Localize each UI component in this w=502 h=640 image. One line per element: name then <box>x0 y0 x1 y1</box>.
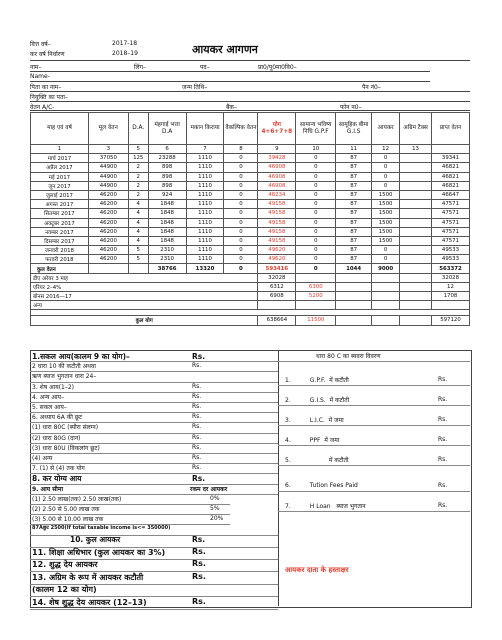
section-80c-heading: धारा 80 C का ब्यवरा विवरण <box>316 353 381 360</box>
col-tax: आयकर <box>372 113 400 145</box>
bottom-label: 14. शेष शुद्ध देय आयकर (12–13) <box>32 597 147 607</box>
section-80c-rs: Rs. <box>438 456 448 463</box>
section-80c-rs: Rs. <box>438 416 448 423</box>
left-label: 7. (1) से (4) तक योग <box>32 465 85 473</box>
left-label: 1.सकल आय(कालम 9 का योग)– <box>32 352 130 361</box>
section-80c-rs: Rs. <box>438 436 448 443</box>
bottom-label: 11. शिक्षा अधिभार (कुल आयकर का 3%) <box>32 548 166 557</box>
left-label: (2) धारा 80G (दान) <box>32 434 81 442</box>
slab-row-label: (2) 2.50 से 5.00 लाख तक <box>32 506 100 513</box>
section-80c-rs: Rs. <box>438 396 448 403</box>
table-header-row <box>31 113 470 145</box>
gender-label: लिंग– <box>134 64 147 71</box>
name-hi-label: नाम– <box>30 64 42 71</box>
left-rs: Rs. <box>192 392 202 400</box>
section-80c-item: 5. में कटौती <box>285 457 349 464</box>
left-rs: Rs. <box>192 382 202 390</box>
left-label: (3) धारा 80U (विकलांग छूट) <box>32 444 100 452</box>
bottom-rs: Rs. <box>192 547 206 556</box>
salary-table <box>30 112 470 326</box>
table-row: दिसम्बर 2017 46200 4 1848 1110 0 49158 0 87 1500 47571 <box>31 236 470 245</box>
col-net-pay: प्राप्त वेतन <box>431 113 469 145</box>
bottom-label: 13. अग्रिम के रूप में आयकर कटौती <box>32 572 144 582</box>
table-row: अक्टूबर 2017 46200 4 1848 1110 0 49158 0 87 1500 47571 <box>31 218 470 227</box>
slab-row-rate: 0% <box>210 494 220 502</box>
slab-heading: 9. आय सीमा <box>32 485 63 493</box>
table-row: नवम्बर 2017 46200 4 1848 1110 0 49158 0 87 1500 47571 <box>31 227 470 236</box>
ay-value: 2018–19 <box>112 50 138 57</box>
left-rs: Rs. <box>192 433 202 441</box>
col-month: माह एवं वर्ष <box>31 113 89 145</box>
arrear-da-row: एरियर 2–4% 6312 6300 12 <box>31 282 470 291</box>
left-rs: Rs. <box>192 413 202 421</box>
left-rs: Rs. <box>192 362 202 370</box>
rebate-note: 87Aछूट 2500(If total taxable income is<= 350000) <box>32 525 171 532</box>
bottom-rs: Rs. <box>192 559 206 569</box>
col-da-amount: मंहगाई भत्ता D.A <box>148 113 186 145</box>
section-80c-item: 6. Tution Fees Paid <box>285 482 358 489</box>
section-80c-item: 4. PPF में जमा <box>285 437 340 444</box>
bottom-label: (कालम 12 का योग) <box>32 585 97 595</box>
father-label: पिता का नाम– <box>30 84 62 91</box>
table-row: मार्च 2017 37050 125 23288 1110 0 39428 0 87 0 39341 <box>31 154 470 163</box>
column-number-row: 1 3 5 6 7 8 9 10 11 12 13 <box>31 145 470 154</box>
section-80c-item: 1. G.P.F. में कटौती <box>285 377 349 384</box>
left-rs: Rs. <box>192 352 206 361</box>
table-row: अगस्त 2017 46200 4 1848 1110 0 49158 0 87 1500 47571 <box>31 200 470 209</box>
left-label: 4. अन्य आय– <box>32 393 64 401</box>
school-label: प्रा0/पू0मा0वि0– <box>258 64 297 71</box>
total-row: कुल वेतन 38766 13320 0 593416 0 1044 9000 563372 <box>31 264 470 273</box>
bonus-row: बोनस 2016—17 6908 5200 1708 <box>31 292 470 301</box>
col-total: योग 4+6+7+8 <box>258 113 296 145</box>
bank-label: बैंक– <box>226 104 238 111</box>
left-label: 6. अध्याय 6A की छूट <box>32 414 83 422</box>
bottom-rs: Rs. <box>192 534 206 544</box>
left-label: (4) अन्य <box>32 455 53 462</box>
fy-label: वित्त वर्ष– <box>30 41 51 48</box>
section-80c-rs: Rs. <box>438 376 448 383</box>
table-row: फरवरी 2018 46200 5 2310 1110 0 49620 0 87 0 49533 <box>31 255 470 264</box>
grand-total-row: कुल योग 638664 11500 597120 <box>31 316 470 325</box>
left-label: 5. सकल आय– <box>32 404 67 411</box>
table-row: जनवरी 2018 46200 5 2310 1110 0 49620 0 87 0 49533 <box>31 246 470 255</box>
dob-label: जन्म तिथि– <box>182 84 208 91</box>
slab-heading2: रकम दर आयकर <box>190 485 228 493</box>
left-rs: Rs. <box>192 403 202 410</box>
bottom-label: 12. शुद्ध देय आयकर <box>32 560 98 570</box>
pan-label: पैन नं0– <box>362 84 381 91</box>
slab-row-label: (1) 2.50 लाख(तक) 2.50 लाख(तक) <box>32 495 122 503</box>
bottom-rs: Rs. <box>192 571 206 581</box>
slab-row-rate: 5% <box>210 505 220 512</box>
account-label: वेतन A/C- <box>30 104 55 111</box>
taxpayer-signature: आयकर दाता के हस्ताक्षर <box>285 566 349 574</box>
section-80c-rs: Rs. <box>438 482 448 489</box>
appointment-label: नियुक्ति का पता– <box>30 94 68 101</box>
left-rs: Rs. <box>192 454 202 461</box>
arrear-row: डीए अरेयर 3 माह 32028 32028 <box>31 273 470 282</box>
col-advance-tax: अग्रिम टैक्स <box>400 113 432 145</box>
left-label: 2 धारा 10 की कटौती अथवा <box>32 363 96 371</box>
section-80c-item: 3. L.I.C. में जमा <box>285 417 344 424</box>
left-label: 3. शेष आय(1–2) <box>32 383 75 391</box>
table-row: सितम्बर 2017 46200 4 1848 1110 0 49158 0 87 1500 47571 <box>31 209 470 218</box>
income-tax-sheet <box>30 36 470 606</box>
col-gis: सामूहिक बीमा G.I.S <box>336 113 372 145</box>
section-80c-item: 2. G.I.S. में कटौती <box>285 397 350 404</box>
slab-row-label: (3) 5.00 से 10.00 लाख तक <box>32 516 104 524</box>
other-row: अन्य <box>31 301 470 310</box>
col-hra: मकान किराया <box>186 113 224 145</box>
col-basic: मूल वेतन <box>88 113 128 145</box>
fy-value: 2017-18 <box>112 40 138 47</box>
col-alt-pay: वैकल्पिक वेतन <box>224 113 258 145</box>
section-80c-item: 7. H Loan ब्याज भुगतान <box>285 503 366 510</box>
left-rs: Rs. <box>192 474 206 484</box>
left-rs: Rs. <box>192 423 202 431</box>
table-row: जून 2017 44900 2 898 1110 0 46908 0 87 0 46821 <box>31 181 470 190</box>
left-label: ऋण ब्याज भुगतान धारा 24– <box>32 373 97 381</box>
table-row: मई 2017 44900 2 898 1110 0 46908 0 87 0 46821 <box>31 172 470 181</box>
page-title: आयकर आगणन <box>192 43 258 56</box>
col-da: D.A. <box>128 113 148 145</box>
post-label: पद– <box>200 64 210 71</box>
mobile-label: फोन न0– <box>340 104 362 111</box>
col-gpf: सामान्य भविष्य निधि G.P.F <box>296 113 336 145</box>
ay-label: कर वर्ष निर्धारण <box>30 51 65 58</box>
table-row: जुलाई 2017 46200 2 924 1110 0 48234 0 87 1500 46647 <box>31 190 470 199</box>
left-label: 8. कर योग्य आय <box>32 474 82 484</box>
table-row: अप्रैल 2017 44900 2 898 1110 0 46908 0 87 0 46821 <box>31 163 470 172</box>
left-rs: Rs. <box>192 464 202 472</box>
left-label: (1) धारा 80C (ब्यौरा संलग्न) <box>32 424 99 432</box>
left-rs: Rs. <box>192 443 202 451</box>
section-80c-rs: Rs. <box>438 502 448 509</box>
bottom-label: 10. कुल आयकर <box>70 534 121 544</box>
slab-row-rate: 20% <box>210 515 224 523</box>
name-en-label: Name- <box>30 73 50 80</box>
bottom-rs: Rs. <box>192 596 206 606</box>
